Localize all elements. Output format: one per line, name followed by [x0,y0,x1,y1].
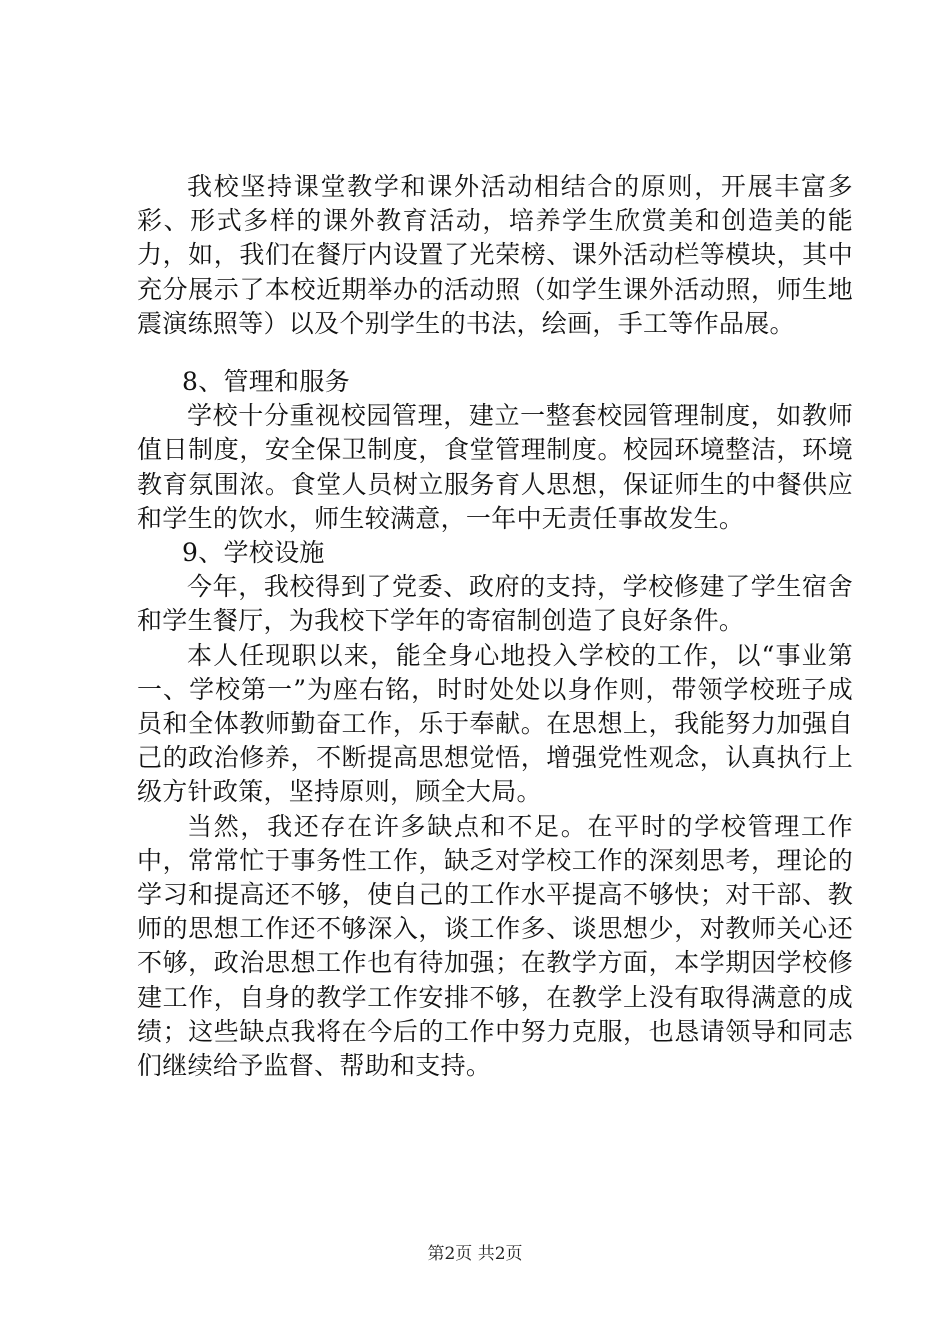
heading-school-facilities: 9、学校设施 [182,538,325,568]
paragraph-management: 学校十分重视校园管理，建立一整套校园管理制度，如教师值日制度，安全保卫制度，食堂管理制度。校园环境整洁，环境教育氛围浓。食堂人员树立服务育人思想，保证师生的中餐供应和学生的饮水，师生较满意，一年中无责任事故发生。 [137,401,853,533]
paragraph-shortcomings: 当然，我还存在许多缺点和不足。在平时的学校管理工作中，常常忙于事务性工作，缺乏对学校工作的深刻思考，理论的学习和提高还不够，使自己的工作水平提高不够快；对干部、教师的思想工作还不够深入，谈工作多、谈思想少，对教师关心还不够，政治思想工作也有待加强；在教学方面，本学期因学校修建工作，自身的教学工作安排不够，在教学上没有取得满意的成绩；这些缺点我将在今后的工作中努力克服，也恳请领导和同志们继续给予监督、帮助和支持。 [137,811,853,1081]
document-body [137,170,853,1083]
paragraph-activities: 我校坚持课堂教学和课外活动相结合的原则，开展丰富多彩、形式多样的课外教育活动，培养学生欣赏美和创造美的能力，如，我们在餐厅内设置了光荣榜、课外活动栏等模块，其中充分展示了本校近期举办的活动照（如学生课外活动照，师生地震演练照等）以及个别学生的书法，绘画，手工等作品展。 [137,172,853,338]
paragraph-gap [137,341,853,365]
page-footer: 第2页 共2页 [427,1244,523,1264]
heading-management-service: 8、管理和服务 [182,367,351,397]
paragraph-personal-work: 本人任现职以来，能全身心地投入学校的工作，以“事业第一、学校第一”为座右铭，时时处处以身作则，带领学校班子成员和全体教师勤奋工作，乐于奉献。在思想上，我能努力加强自己的政治修养，不断提高思想觉悟，增强党性观念，认真执行上级方针政策，坚持原则，顾全大局。 [137,640,853,807]
paragraph-facilities: 今年，我校得到了党委、政府的支持，学校修建了学生宿舍和学生餐厅，为我校下学年的寄宿制创造了良好条件。 [137,572,853,636]
